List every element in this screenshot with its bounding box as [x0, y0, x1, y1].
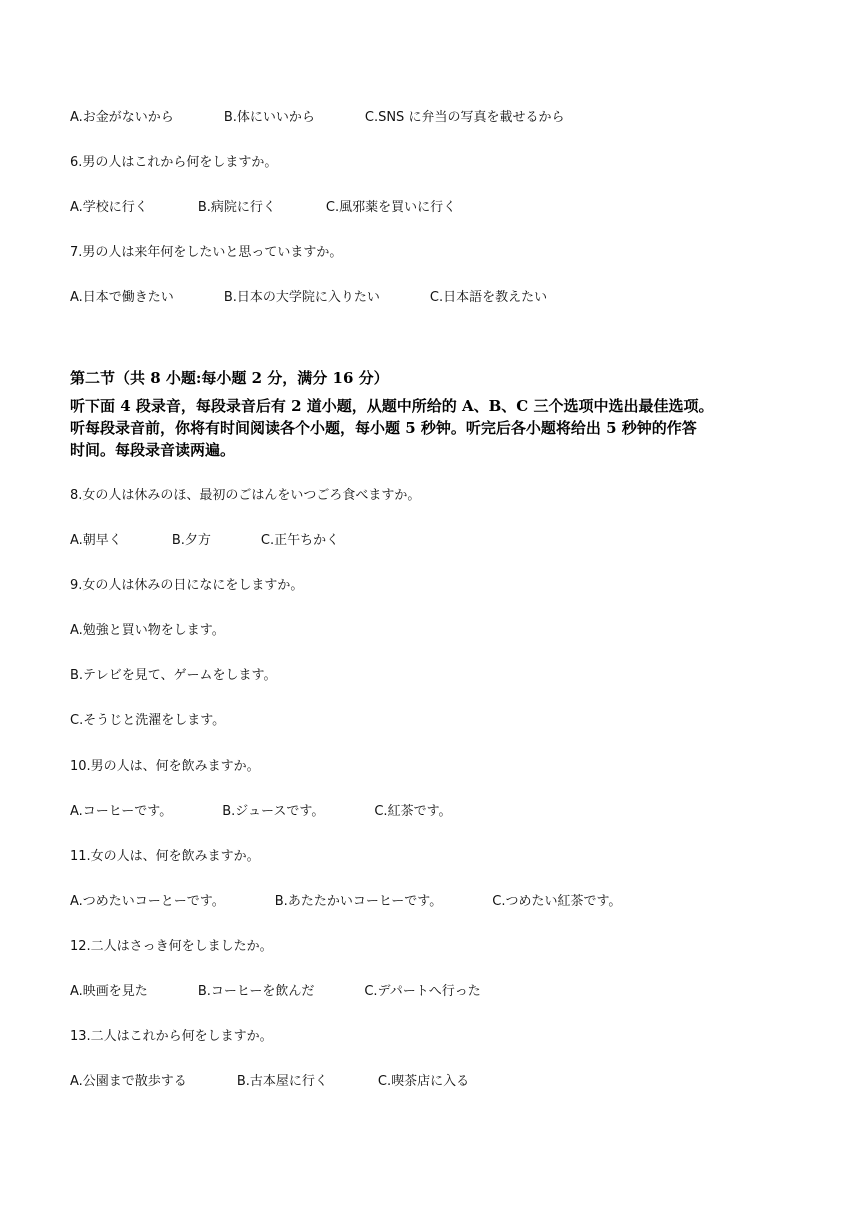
q10-option-b: B.ジュースです。	[222, 804, 325, 819]
section2-instructions	[70, 395, 790, 461]
q6-question: 6.男の人はこれから何をしますか。	[70, 155, 278, 170]
q12-options	[70, 983, 481, 1001]
q13-question: 13.二人はこれから何をしますか。	[70, 1029, 273, 1044]
q8-option-a: A.朝早く	[70, 533, 122, 548]
q12-option-a: A.映画を見た	[70, 984, 148, 999]
q11-question: 11.女の人は、何を飲みますか。	[70, 849, 260, 864]
q11-option-a: A.つめたいコーとーです。	[70, 894, 225, 909]
q5-option-a: A.お金がないから	[70, 110, 174, 125]
q12-option-b: B.コーヒーを飲んだ	[197, 984, 315, 999]
q6-options	[70, 199, 456, 217]
q11-option-c: C.つめたい紅茶です。	[492, 894, 622, 909]
q8-options	[70, 532, 339, 550]
q10-question: 10.男の人は、何を飲みますか。	[70, 759, 260, 774]
q6-option-c: C.風邪薬を買いに行く	[325, 200, 457, 215]
q7-option-a: A.日本で働きたい	[70, 290, 174, 305]
q8-option-b: B.夕方	[171, 533, 211, 548]
q7-question: 7.男の人は来年何をしたいと思っていますか。	[70, 245, 343, 260]
q12-question: 12.二人はさっき何をしましたか。	[70, 939, 273, 954]
q6-option-b: B.病院に行く	[197, 200, 276, 215]
section2-instruction-line: 听下面 4 段录音，每段录音后有 2 道小题，从题中所给的 A、B、C 三个选项中选出最佳选项。	[70, 397, 714, 415]
q7-options	[70, 289, 547, 307]
q5-option-b: B.体にいいから	[223, 110, 315, 125]
section2-instruction-line: 听每段录音前，你将有时间阅读各个小题，每小题 5 秒钟。听完后各小题将给出 5 秒钟的作答	[70, 419, 697, 437]
q13-option-c: C.喫茶店に入る	[377, 1074, 470, 1089]
q11-option-b: B.あたたかいコーヒーです。	[274, 894, 443, 909]
section2-title: 第二节（共 8 小题:每小题 2 分，满分 16 分）	[70, 369, 389, 387]
q7-option-c: C.日本語を教えたい	[429, 290, 548, 305]
q9-option-b: B.テレビを見て、ゲームをします。	[70, 668, 277, 683]
q7-option-b: B.日本の大学院に入りたい	[223, 290, 380, 305]
q6-option-a: A.学校に行く	[70, 200, 148, 215]
q13-options	[70, 1073, 469, 1091]
q13-option-b: B.古本屋に行く	[236, 1074, 328, 1089]
q8-option-c: C.正午ちかく	[260, 533, 340, 548]
section2-instruction-line: 时间。每段录音读两遍。	[70, 441, 236, 459]
q11-options	[70, 893, 621, 911]
q10-options	[70, 803, 452, 821]
q9-question: 9.女の人は休みの日になにをしますか。	[70, 578, 304, 593]
q10-option-a: A.コーヒーです。	[70, 804, 173, 819]
q9-option-a: A.勉強と買い物をします。	[70, 623, 225, 638]
q8-question: 8.女の人は休みのほ、最初のごはんをいつごろ食べますか。	[70, 488, 421, 503]
q9-option-c: C.そうじと洗濯をします。	[70, 713, 226, 728]
q12-option-c: C.デパートへ行った	[364, 984, 481, 999]
q13-option-a: A.公園まで散歩する	[70, 1074, 187, 1089]
q5-options	[70, 109, 564, 127]
q5-option-c: C.SNS に弁当の写真を載せるから	[364, 110, 565, 125]
q10-option-c: C.紅茶です。	[374, 804, 452, 819]
